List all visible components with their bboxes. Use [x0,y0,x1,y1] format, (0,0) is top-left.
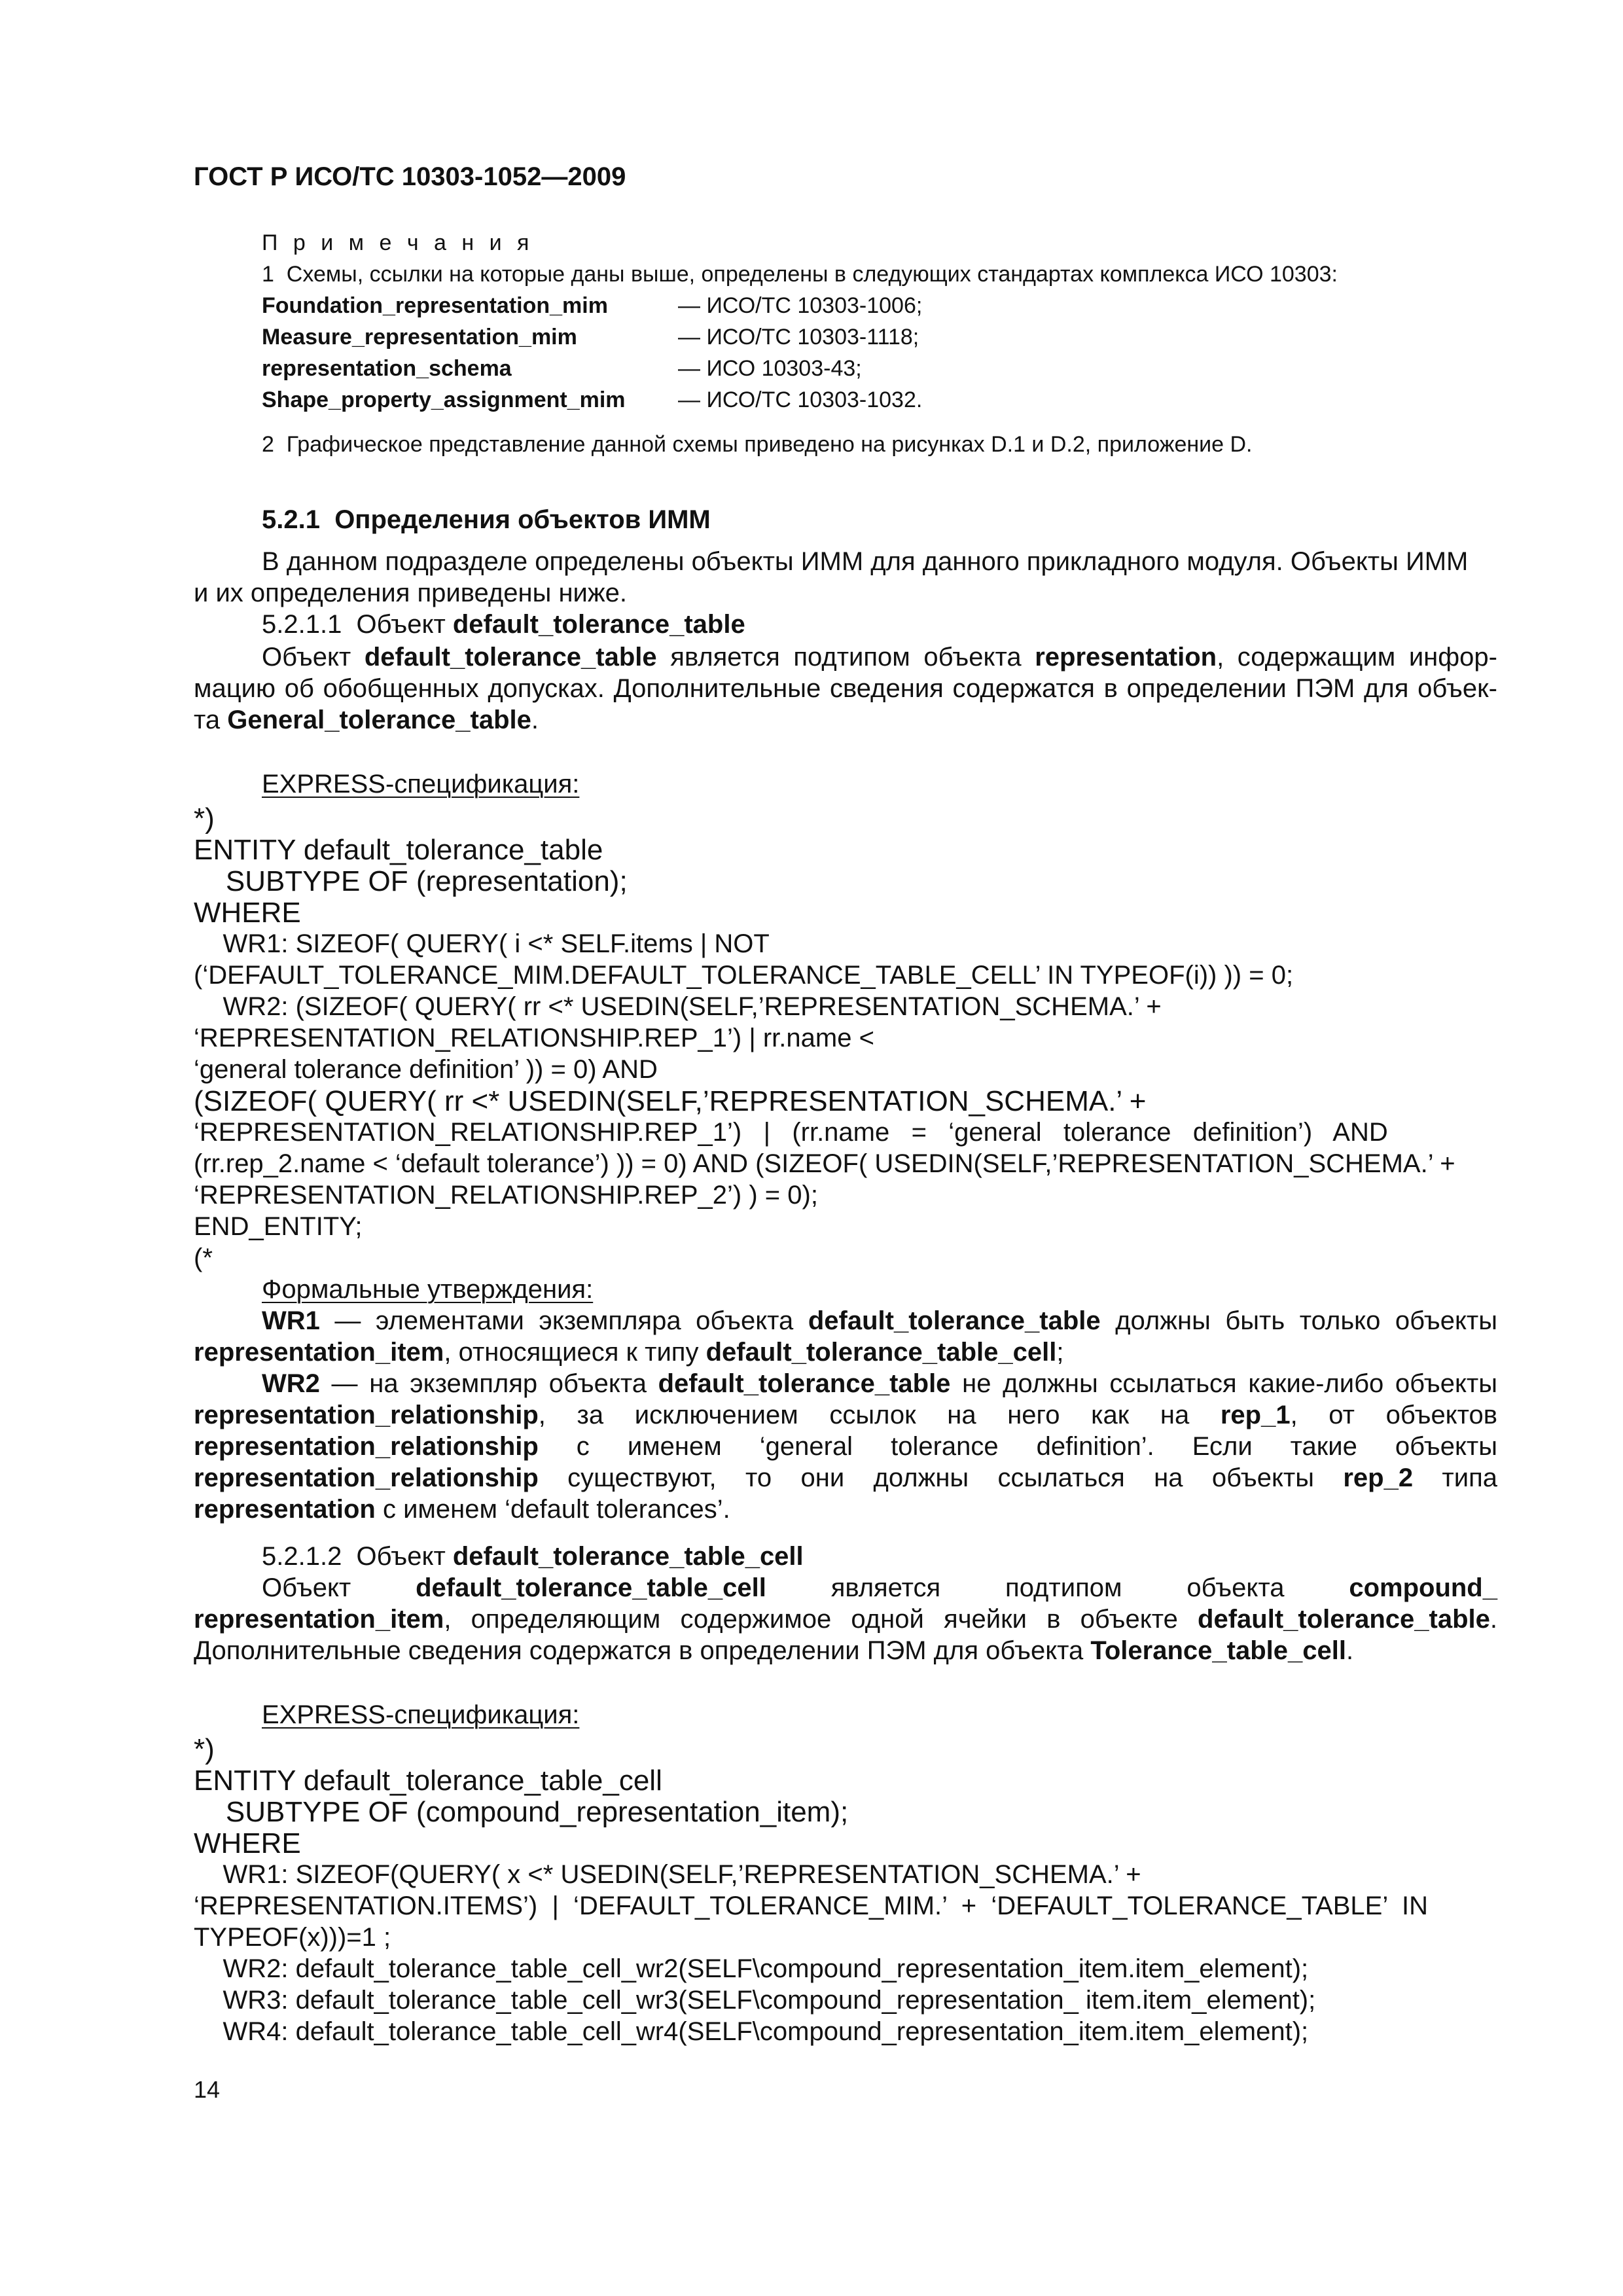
notes-title: П р и м е ч а н и я [262,230,534,255]
page-number: 14 [194,2076,221,2103]
entity2-desc-line3 [194,1636,1353,1666]
ref-standard: — ИСО/ТС 10303-1118; [678,325,919,350]
code-line: WHERE [194,1827,301,1859]
code-line: ‘general tolerance definition’ )) = 0) AND [194,1055,658,1084]
entity-name: rep_2 [1343,1463,1414,1492]
entity2-desc-line2 [194,1605,1497,1634]
code-line: TYPEOF(x)))=1 ; [194,1923,391,1952]
wr2-line2 [194,1401,1497,1430]
text: — элементами экземпляра объекта [319,1306,808,1335]
ref-standard: — ИСО/ТС 10303-1006; [678,293,923,318]
text: с именем ‘general tolerance definition’. Если такие объекты [538,1432,1497,1461]
entity-name: default_tolerance_table [658,1369,951,1398]
text: Дополнительные сведения содержатся в определении ПЭМ для объекта [194,1636,1091,1665]
entity-name: default_tolerance_table [364,643,657,672]
section-intro-line: и их определения приведены ниже. [194,579,627,607]
entity1-desc-line1 [262,643,1497,672]
text: является подтипом объекта [656,643,1035,672]
entity-name: default_tolerance_table_cell [705,1338,1057,1367]
ref-schema: Foundation_representation_mim [262,293,608,318]
entity-name: representation [194,1495,376,1524]
entity-name: representation_relationship [194,1401,539,1429]
text: — на экземпляр объекта [319,1369,658,1398]
text: . [1489,1605,1497,1634]
ref-standard: — ИСО/ТС 10303-1032. [678,387,923,412]
text: , от объектов [1290,1401,1498,1429]
entity-name: representation_item [194,1338,444,1367]
note-1: 1 Схемы, ссылки на которые даны выше, определены в следующих стандартах комплекса ИСО 10303: [262,262,1338,287]
code-line: (‘DEFAULT_TOLERANCE_MIM.DEFAULT_TOLERANCE_TABLE_CELL’ IN TYPEOF(i)) )) = 0; [194,961,1294,990]
text: , содержащим инфор- [1217,643,1497,672]
text: , относящиеся к типу [444,1338,706,1367]
formal-statements-label: Формальные утверждения: [262,1275,594,1304]
text: , определяющим содержимое одной ячейки в объекте [444,1605,1198,1634]
text: должны быть только объекты [1100,1306,1498,1335]
code-line: ‘REPRESENTATION_RELATIONSHIP.REP_1’) | (rr.name = ‘general tolerance definition’) AND [194,1118,1388,1147]
text: объекта [1186,1573,1285,1602]
entity1-desc-line3 [194,706,539,735]
text: та [194,706,228,734]
code-line: WR2: default_tolerance_table_cell_wr2(SELF\compound_representation_item.item_element); [194,1954,1309,1983]
heading-prefix: 5.2.1.2 Объект [262,1542,453,1571]
text: существуют, то они должны ссылаться на объекты [538,1463,1344,1492]
code-line: *) [194,802,215,834]
code-line: *) [194,1733,215,1765]
code-line: WR1: SIZEOF(QUERY( x <* USEDIN(SELF,’REPRESENTATION_SCHEMA.’ + [194,1860,1141,1889]
ref-schema: representation_schema [262,356,512,381]
text: не должны ссылаться какие-либо объекты [950,1369,1497,1398]
code-line: SUBTYPE OF (compound_representation_item); [194,1796,849,1828]
entity-name: Tolerance_table_cell [1090,1636,1346,1665]
entity-name: rep_1 [1220,1401,1291,1429]
code-line: ‘REPRESENTATION.ITEMS’) | ‘DEFAULT_TOLERANCE_MIM.’ + ‘DEFAULT_TOLERANCE_TABLE’ IN [194,1892,1428,1920]
code-line: ENTITY default_tolerance_table [194,834,603,866]
express-spec-label: EXPRESS-спецификация: [262,1700,580,1729]
code-line: ‘REPRESENTATION_RELATIONSHIP.REP_2’) ) = 0); [194,1181,818,1210]
wr2-line1 [262,1369,1497,1399]
entity-name: default_tolerance_table [1198,1605,1490,1634]
code-line: ENTITY default_tolerance_table_cell [194,1765,662,1797]
rule-name: WR1 [262,1306,320,1335]
wr2-line5 [194,1495,730,1524]
text: Объект [262,643,365,672]
entity2-desc-line1 [262,1573,1497,1603]
entity2-heading [262,1542,804,1571]
text: с именем ‘default tolerances’. [375,1495,730,1524]
document-header: ГОСТ Р ИСО/ТС 10303-1052—2009 [194,162,626,191]
text: . [1346,1636,1354,1665]
text: ; [1056,1338,1064,1367]
express-spec-label: EXPRESS-спецификация: [262,770,580,798]
code-line: WR2: (SIZEOF( QUERY( rr <* USEDIN(SELF,’REPRESENTATION_SCHEMA.’ + [194,992,1162,1021]
entity-name: default_tolerance_table [452,610,745,639]
heading-prefix: 5.2.1.1 Объект [262,610,453,639]
text: является [830,1573,941,1602]
entity-name: General_tolerance_table [227,706,531,734]
text: типа [1413,1463,1498,1492]
entity1-desc-line2 [194,674,1497,704]
wr2-line4 [194,1463,1497,1493]
code-line: WR1: SIZEOF( QUERY( i <* SELF.items | NOT [194,929,770,958]
text: . [531,706,539,734]
wr1-line1 [262,1306,1497,1336]
section-intro-line: В данном подразделе определены объекты ИММ для данного прикладного модуля. Объекты ИММ [262,547,1469,576]
ref-schema: Shape_property_assignment_mim [262,387,626,412]
ref-schema: Measure_representation_mim [262,325,577,350]
code-line: WR3: default_tolerance_table_cell_wr3(SELF\compound_representation_ item.item_element); [194,1986,1316,2015]
wr1-line2 [194,1338,1063,1367]
code-line: SUBTYPE OF (representation); [194,865,628,897]
entity1-heading [262,610,745,639]
note-2: 2 Графическое представление данной схемы приведено на рисунках D.1 и D.2, приложение D. [262,432,1253,457]
wr2-line3 [194,1432,1497,1462]
code-line: END_ENTITY; [194,1212,363,1241]
entity-name: default_tolerance_table_cell [452,1542,804,1571]
code-line: WR4: default_tolerance_table_cell_wr4(SELF\compound_representation_item.item_element); [194,2017,1309,2046]
code-line: (SIZEOF( QUERY( rr <* USEDIN(SELF,’REPRESENTATION_SCHEMA.’ + [194,1085,1147,1117]
text: мацию об обобщенных допусках. Дополнительные сведения содержатся в определении ПЭМ для объек- [194,674,1497,703]
code-line: ‘REPRESENTATION_RELATIONSHIP.REP_1’) | rr.name < [194,1024,874,1052]
code-line: (* [194,1244,213,1272]
code-line: WHERE [194,897,301,929]
ref-standard: — ИСО 10303-43; [678,356,862,381]
entity-name: default_tolerance_table_cell [416,1573,766,1602]
text: , за исключением ссылок на него как на [538,1401,1221,1429]
entity-name: compound_ [1349,1573,1497,1602]
entity-name: representation_relationship [194,1463,539,1492]
text: подтипом [1005,1573,1122,1602]
text: Объект [262,1573,351,1602]
entity-name: default_tolerance_table [808,1306,1101,1335]
code-line: (rr.rep_2.name < ‘default tolerance’) )) = 0) AND (SIZEOF( USEDIN(SELF,’REPRESENTATION_SCHEMA.’ + [194,1149,1455,1178]
section-heading: 5.2.1 Определения объектов ИММ [262,505,711,534]
rule-name: WR2 [262,1369,320,1398]
entity-name: representation [1035,643,1217,672]
entity-name: representation_item [194,1605,444,1634]
entity-name: representation_relationship [194,1432,539,1461]
